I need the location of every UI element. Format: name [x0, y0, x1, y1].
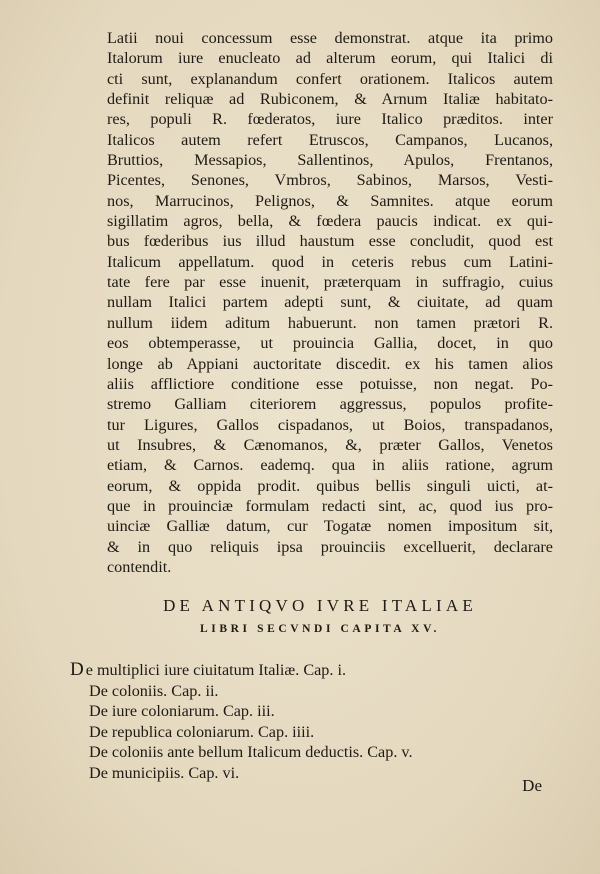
text-line: nos, Marrucinos, Pelignos, & Samnites. atque eorum [107, 191, 553, 210]
text-line: Italicos autem refert Etruscos, Campanos, Lucanos, [107, 130, 553, 149]
chapter-entry: De municipiis. Cap. vi. [89, 763, 240, 782]
text-line: & in quo reliquis ipsa prouinciis excelluerit, declarare [107, 537, 553, 556]
section-subtitle: LIBRI SECVNDI CAPITA XV. [200, 623, 440, 635]
text-line: stremo Galliam citeriorem aggressus, populos profite- [107, 395, 553, 414]
text-line: sigillatim agros, bella, & fœdera paucis indicat. ex qui- [107, 212, 553, 231]
chapter-entry: De republica coloniarum. Cap. iiii. [89, 722, 315, 741]
text-line: Italicum appellatum. quod in ceteris rebus cum Latini- [107, 252, 553, 271]
text-line: etiam, & Carnos. eademq. qua in aliis ratione, agrum [107, 456, 553, 475]
text-line: res, populi R. fœderatos, iure Italico præditos. inter [107, 110, 553, 129]
text-line: que in prouinciæ formulam redacti sint, ac, quod ius pro- [107, 496, 553, 515]
text-line: Latii noui concessum esse demonstrat. atque ita primo [107, 29, 553, 47]
text-line: eos obtemperasse, ut prouincia Gallia, docet, in quo [107, 334, 553, 353]
chapter-entry: De coloniis ante bellum Italicum deductis. Cap. v. [89, 743, 413, 762]
chapter-entry: De iure coloniarum. Cap. iii. [89, 702, 275, 721]
text-line: eorum, & oppida prodit. quibus bellis singuli uicti, at- [107, 476, 553, 495]
text-line: uinciæ Galliæ datum, cur Togatæ nomen impositum sit, [107, 517, 553, 536]
text-line: contendit. [107, 557, 172, 576]
section-title: DE ANTIQVO IVRE ITALIAE [163, 596, 477, 615]
text-line: nullam Italici partem adepti sunt, & ciuitate, ad quam [107, 293, 553, 312]
text-line: tate fere par esse inuenit, præterquam in suffragio, cuius [107, 273, 553, 292]
text-line: longe ab Appiani auctoritate discedit. ex his tamen alios [107, 354, 553, 373]
text-line: bus fœderibus ius illud haustum esse concludit, quod est [107, 232, 553, 251]
summary-paragraph [107, 28, 553, 577]
text-line: definit reliquæ ad Rubiconem, & Arnum Italiæ habitato- [107, 90, 553, 109]
chapter-entry [70, 660, 540, 681]
text-line: Picentes, Senones, Vmbros, Sabinos, Marsos, Vesti- [107, 171, 553, 190]
text-line: aliis afflictiore conditione esse potuisse, non negat. Po- [107, 374, 553, 393]
chapter-list [70, 660, 540, 784]
text-line: tur Ligures, Gallos cispadanos, ut Boios, transpadanos, [107, 415, 553, 434]
catchword: De [522, 776, 542, 795]
text-line: Italorum iure enucleato ad alterum eorum, qui Italici di [107, 49, 553, 68]
chapter-entry: De coloniis. Cap. ii. [89, 681, 219, 700]
text-line: cti sunt, explanandum confert orationem. Italicos autem [107, 69, 553, 88]
text-line: ut Insubres, & Cænomanos, &, præter Gallos, Venetos [107, 435, 553, 454]
text-line: nullum iidem aditum habuerunt. non tamen prætori R. [107, 313, 553, 332]
drop-capital: D [70, 659, 86, 680]
chapter-entry-text: e multiplici iure ciuitatum Italiæ. Cap. i. [85, 661, 347, 679]
text-line: Bruttios, Messapios, Sallentinos, Apulos, Frentanos, [107, 151, 553, 170]
